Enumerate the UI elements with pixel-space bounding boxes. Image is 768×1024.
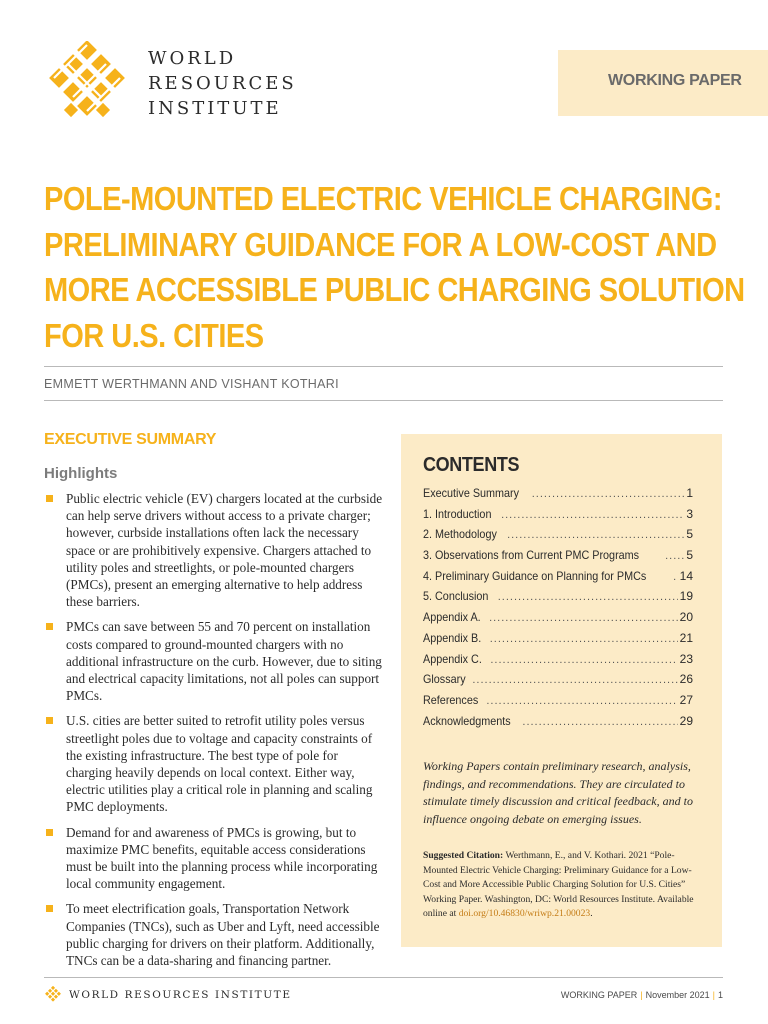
toc-item[interactable] <box>423 631 693 652</box>
footer-separator: | <box>640 990 643 1000</box>
toc-page: 5 <box>686 527 693 542</box>
toc-page: 29 <box>679 713 693 728</box>
list-item <box>44 490 384 610</box>
toc-leader <box>472 674 677 686</box>
toc-page: 14 <box>679 568 693 583</box>
citation-end: . <box>590 908 593 919</box>
toc-item[interactable] <box>423 693 693 714</box>
toc-page: 1 <box>686 486 693 500</box>
wri-logo-icon <box>44 41 130 127</box>
toc-item[interactable] <box>423 507 693 528</box>
bullet-text: To meet electrification goals, Transportation Network Companies (TNCs), such as Uber and Lyft, need accessible public charging for drivers on their platform. Additionally, TNCs can be a data-sharing and financing partner. <box>66 901 380 969</box>
toc-leader <box>486 695 677 707</box>
bullet-square-icon <box>46 905 53 912</box>
footer-separator: | <box>712 990 715 1000</box>
org-name <box>148 46 297 121</box>
divider <box>44 366 723 367</box>
toc-item[interactable] <box>423 548 693 569</box>
toc-leader <box>673 571 678 583</box>
authors: EMMETT WERTHMANN AND VISHANT KOTHARI <box>44 377 339 391</box>
toc-label: 5. Conclusion <box>423 589 489 604</box>
toc-label: 2. Methodology <box>423 527 497 542</box>
toc-page: 3 <box>686 506 693 521</box>
org-name-line: INSTITUTE <box>148 98 282 119</box>
list-item <box>44 712 384 815</box>
bullet-square-icon <box>46 717 53 724</box>
toc-label: Appendix C. <box>423 651 482 666</box>
toc-page: 21 <box>679 630 693 645</box>
toc-label: References <box>423 692 479 707</box>
title-line: POLE-MOUNTED ELECTRIC VEHICLE CHARGING: <box>44 180 722 217</box>
divider <box>44 400 723 401</box>
toc-label: Acknowledgments <box>423 713 511 728</box>
toc-leader <box>507 529 684 541</box>
toc-label: Executive Summary <box>423 486 520 500</box>
toc-leader <box>490 633 678 645</box>
toc-page: 26 <box>679 672 693 687</box>
page-number: 1 <box>717 990 723 1000</box>
toc-leader <box>501 509 684 521</box>
bullet-text: PMCs can save between 55 and 70 percent on installation costs compared to ground-mounted chargers with no additional infrastructure on the curb. However, due to siting and electrical capacity limitations, not all poles can support PMCs. <box>66 619 382 704</box>
toc-item[interactable] <box>423 589 693 610</box>
citation-doi-link[interactable]: doi.org/10.46830/wriwp.21.00023 <box>458 908 591 919</box>
org-name-line: RESOURCES <box>148 73 297 94</box>
bullet-square-icon <box>46 623 53 630</box>
footer-info <box>561 990 723 1000</box>
divider <box>44 977 723 978</box>
toc-leader <box>490 654 677 666</box>
toc-item[interactable] <box>423 610 693 631</box>
list-item <box>44 824 384 893</box>
wri-logo-icon <box>44 986 62 1004</box>
citation-label: Suggested Citation: <box>423 850 504 861</box>
toc-label: 3. Observations from Current PMC Programs <box>423 548 640 563</box>
title-line: PRELIMINARY GUIDANCE FOR A LOW-COST AND <box>44 225 717 263</box>
toc-leader <box>532 488 685 500</box>
toc-item[interactable] <box>423 527 693 548</box>
suggested-citation <box>423 849 708 922</box>
list-item <box>44 900 384 969</box>
bullet-square-icon <box>46 495 53 502</box>
toc-label: Appendix B. <box>423 630 482 645</box>
highlights-list <box>44 490 384 977</box>
footer-doc-type: WORKING PAPER <box>560 990 638 1000</box>
bullet-text: U.S. cities are better suited to retrofit utility poles versus streetlight poles due to voltage and capacity constraints of the existing infrastructure. The best type of pole for charging heavily depends on local context. Either way, electric utilities play a critical role in planning and scaling PMC deployments. <box>66 713 373 815</box>
toc-label: 4. Preliminary Guidance on Planning for PMCs <box>423 568 647 583</box>
list-item <box>44 618 384 704</box>
bullet-square-icon <box>46 829 53 836</box>
bullet-text: Demand for and awareness of PMCs is growing, but to maximize PMC benefits, equitable access considerations must be built into the planning process while incorporating local community engagement. <box>66 824 378 892</box>
toc-page: 20 <box>679 610 693 625</box>
toc-item[interactable] <box>423 569 693 590</box>
bullet-text: Public electric vehicle (EV) chargers located at the curbside can help serve drivers without access to a private charger; however, curbside installations often lack the necessary space or are prohibitively expensive. Chargers attached to utility poles and streetlights, or pole-mounted chargers (PMCs), present an emerging alternative to help address these barriers. <box>66 491 383 610</box>
toc-leader <box>498 591 678 603</box>
working-paper-note: Working Papers contain preliminary research, analysis, findings, and recommendations. They are circulated to stimulate timely discussion and critical feedback, and to influence ongoing debate on emerging issues. <box>423 759 693 826</box>
toc-item[interactable] <box>423 652 693 673</box>
footer-date: November 2021 <box>645 990 710 1000</box>
toc-item[interactable] <box>423 486 693 507</box>
doc-type-label: WORKING PAPER <box>608 72 742 89</box>
contents-heading: CONTENTS <box>423 454 520 476</box>
toc-label: 1. Introduction <box>423 506 492 521</box>
title-line: FOR U.S. CITIES <box>44 316 264 354</box>
toc-leader <box>489 612 678 624</box>
citation-text: Werthmann, E., and V. Kothari. 2021 “Pole-Mounted Electric Vehicle Charging: Preliminary Guidance for a Low-Cost and More Accessible Public Charging Solution for U.S. Cities” Working Paper. Washington, DC: World Resources Institute. Available online at <box>423 850 694 919</box>
toc-item[interactable] <box>423 714 693 735</box>
toc-label: Glossary <box>423 672 466 687</box>
toc-leader <box>522 716 677 728</box>
toc-page: 5 <box>686 548 693 563</box>
page-title <box>44 176 745 358</box>
toc-page: 27 <box>679 692 693 707</box>
footer-org-name: WORLD RESOURCES INSTITUTE <box>69 989 292 1001</box>
toc-page: 19 <box>679 589 693 604</box>
org-name-line: WORLD <box>148 48 237 69</box>
table-of-contents <box>423 486 693 734</box>
toc-page: 23 <box>679 651 693 666</box>
toc-label: Appendix A. <box>423 610 481 625</box>
toc-item[interactable] <box>423 672 693 693</box>
highlights-heading: Highlights <box>44 465 118 482</box>
toc-leader <box>665 550 684 562</box>
executive-summary-heading: EXECUTIVE SUMMARY <box>44 431 217 448</box>
title-line: MORE ACCESSIBLE PUBLIC CHARGING SOLUTION <box>44 271 745 308</box>
